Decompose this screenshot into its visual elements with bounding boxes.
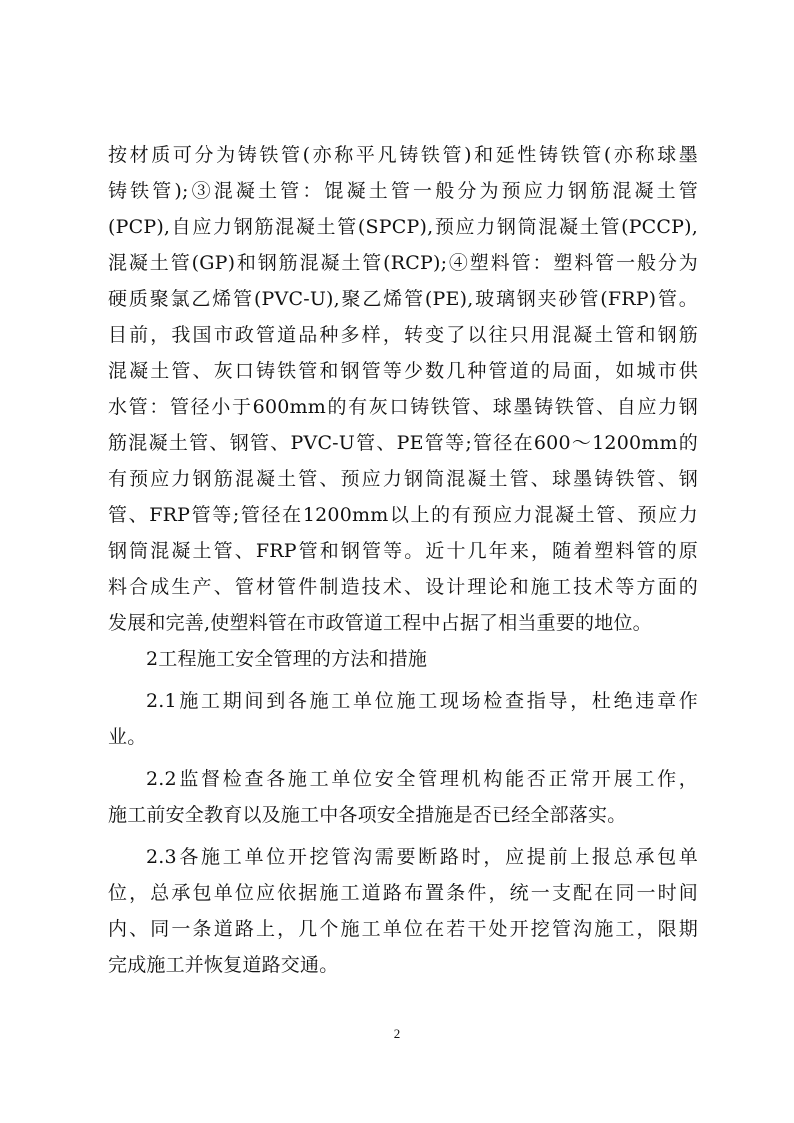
- text-line: 完成施工并恢复道路交通。: [108, 954, 339, 976]
- text-line: 目前，我国市政管道品种多样，转变了以往只用混凝土管和钢筋: [108, 324, 698, 346]
- text-line: 硬质聚氯乙烯管(PVC-U),聚乙烯管(PE),玻璃钢夹砂管(FRP)管。: [108, 288, 698, 310]
- text-line: 2.2监督检查各施工单位安全管理机构能否正常开展工作，: [146, 768, 698, 790]
- text-line: 内、同一条道路上，几个施工单位在若干处开挖管沟施工，限期: [108, 918, 698, 940]
- text-line: 按材质可分为铸铁管(亦称平凡铸铁管)和延性铸铁管(亦称球墨: [108, 144, 698, 166]
- paragraph: [108, 761, 698, 833]
- text-line: 料合成生产、管材管件制造技术、设计理论和施工技术等方面的: [108, 576, 698, 598]
- paragraph: [108, 839, 698, 983]
- heading-text: 2工程施工安全管理的方法和措施: [146, 648, 428, 670]
- text-line: 业。: [108, 726, 147, 748]
- text-body: [108, 137, 698, 983]
- paragraph: [108, 683, 698, 755]
- text-line: (PCP),自应力钢筋混凝土管(SPCP),预应力钢筒混凝土管(PCCP),: [108, 216, 698, 238]
- text-line: 混凝土管、灰口铸铁管和钢管等少数几种管道的局面，如城市供: [108, 360, 698, 382]
- text-line: 施工前安全教育以及施工中各项安全措施是否已经全部落实。: [108, 804, 627, 826]
- text-line: 管、FRP管等;管径在1200mm以上的有预应力混凝土管、预应力: [108, 504, 698, 526]
- text-line: 筋混凝土管、钢管、PVC-U管、PE管等;管径在600～1200mm的: [108, 432, 698, 454]
- text-line: 2.1施工期间到各施工单位施工现场检查指导，杜绝违章作: [146, 690, 698, 712]
- text-line: 铸铁管);③混凝土管：馄凝土管一般分为预应力钢筋混凝土管: [108, 180, 698, 202]
- text-line: 发展和完善,使塑料管在市政管道工程中占据了相当重要的地位。: [108, 612, 652, 634]
- text-line: 有预应力钢筋混凝土管、预应力钢筒混凝土管、球墨铸铁管、钢: [108, 468, 698, 490]
- text-line: 位，总承包单位应依据施工道路布置条件，统一支配在同一时间: [108, 882, 698, 904]
- text-line: 钢筒混凝土管、FRP管和钢管等。近十几年来，随着塑料管的原: [108, 540, 698, 562]
- text-line: 混凝土管(GP)和钢筋混凝土管(RCP);④塑料管：塑料管一般分为: [108, 252, 698, 274]
- section-heading: [108, 641, 698, 677]
- text-line: 水管：管径小于600mm的有灰口铸铁管、球墨铸铁管、自应力钢: [108, 396, 698, 418]
- paragraph: [108, 137, 698, 641]
- page-number: 2: [393, 1026, 401, 1041]
- text-line: 2.3各施工单位开挖管沟需要断路时，应提前上报总承包单: [146, 846, 698, 868]
